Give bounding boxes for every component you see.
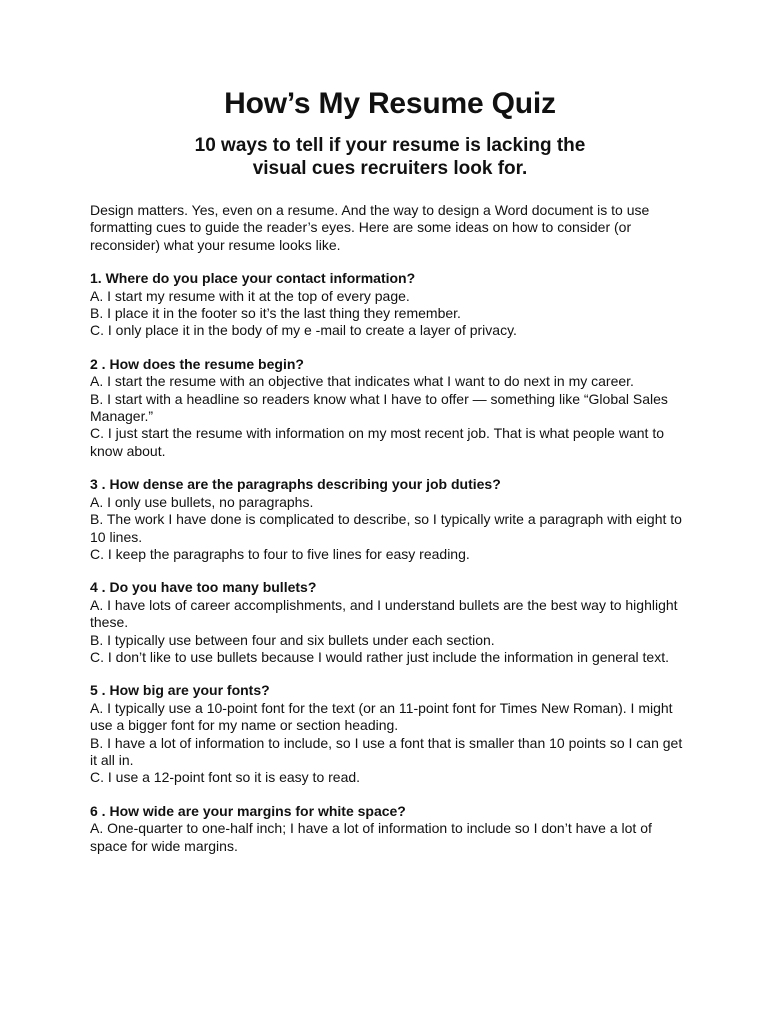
- question-title: 3 . How dense are the paragraphs describing your job duties?: [90, 476, 501, 493]
- answer-c: C. I just start the resume with information on my most recent job. That is what people want to know about.: [90, 425, 664, 459]
- document-title: How’s My Resume Quiz: [224, 87, 556, 120]
- question-title: 4 . Do you have too many bullets?: [90, 579, 317, 596]
- document-subtitle: [90, 134, 690, 180]
- answer-b: B. The work I have done is complicated to describe, so I typically write a paragraph with eight to 10 lines.: [90, 511, 682, 545]
- answer-b: B. I typically use between four and six bullets under each section.: [90, 631, 495, 648]
- question-3: [90, 476, 690, 563]
- question-1: [90, 270, 690, 340]
- subtitle-line-2: visual cues recruiters look for.: [252, 158, 528, 179]
- subtitle-line-1: 10 ways to tell if your resume is lacking the: [194, 135, 586, 156]
- answer-a: A. I only use bullets, no paragraphs.: [90, 493, 314, 510]
- answer-a: A. I start the resume with an objective that indicates what I want to do next in my career.: [90, 373, 634, 390]
- answer-a: A. I have lots of career accomplishments, and I understand bullets are the best way to highlight these.: [90, 596, 678, 631]
- intro-paragraph: Design matters. Yes, even on a resume. And the way to design a Word document is to use formatting cues to guide the reader’s eyes. Here are some ideas on how to consider (or reconsider) what your resume looks like.: [90, 202, 650, 253]
- answer-b: B. I start with a headline so readers know what I have to offer — something like “Global Sales Manager.”: [90, 390, 668, 425]
- question-title: 1. Where do you place your contact information?: [90, 270, 416, 287]
- question-title: 5 . How big are your fonts?: [90, 682, 270, 699]
- question-title: 2 . How does the resume begin?: [90, 355, 304, 372]
- answer-a: A. I start my resume with it at the top of every page.: [90, 287, 410, 304]
- answer-b: B. I place it in the footer so it’s the last thing they remember.: [90, 305, 461, 322]
- answer-c: C. I keep the paragraphs to four to five lines for easy reading.: [90, 545, 470, 562]
- answer-b: B. I have a lot of information to include, so I use a font that is smaller than 10 points so I can get it all in.: [90, 734, 683, 768]
- answer-a: A. One-quarter to one-half inch; I have a lot of information to include so I don’t have a lot of space for wide margins.: [90, 820, 652, 854]
- answer-c: C. I only place it in the body of my e -mail to create a layer of privacy.: [90, 322, 517, 339]
- answer-c: C. I don’t like to use bullets because I would rather just include the information in general text.: [90, 648, 669, 665]
- answer-c: C. I use a 12-point font so it is easy to read.: [90, 769, 361, 786]
- question-2: [90, 356, 690, 460]
- document-page: [90, 84, 690, 871]
- question-6: [90, 803, 690, 855]
- answer-a: A. I typically use a 10-point font for the text (or an 11-point font for Times New Roman). I might use a bigger font for my name or section heading.: [90, 699, 673, 734]
- question-4: [90, 579, 690, 666]
- question-5: [90, 682, 690, 786]
- question-title: 6 . How wide are your margins for white space?: [90, 802, 406, 819]
